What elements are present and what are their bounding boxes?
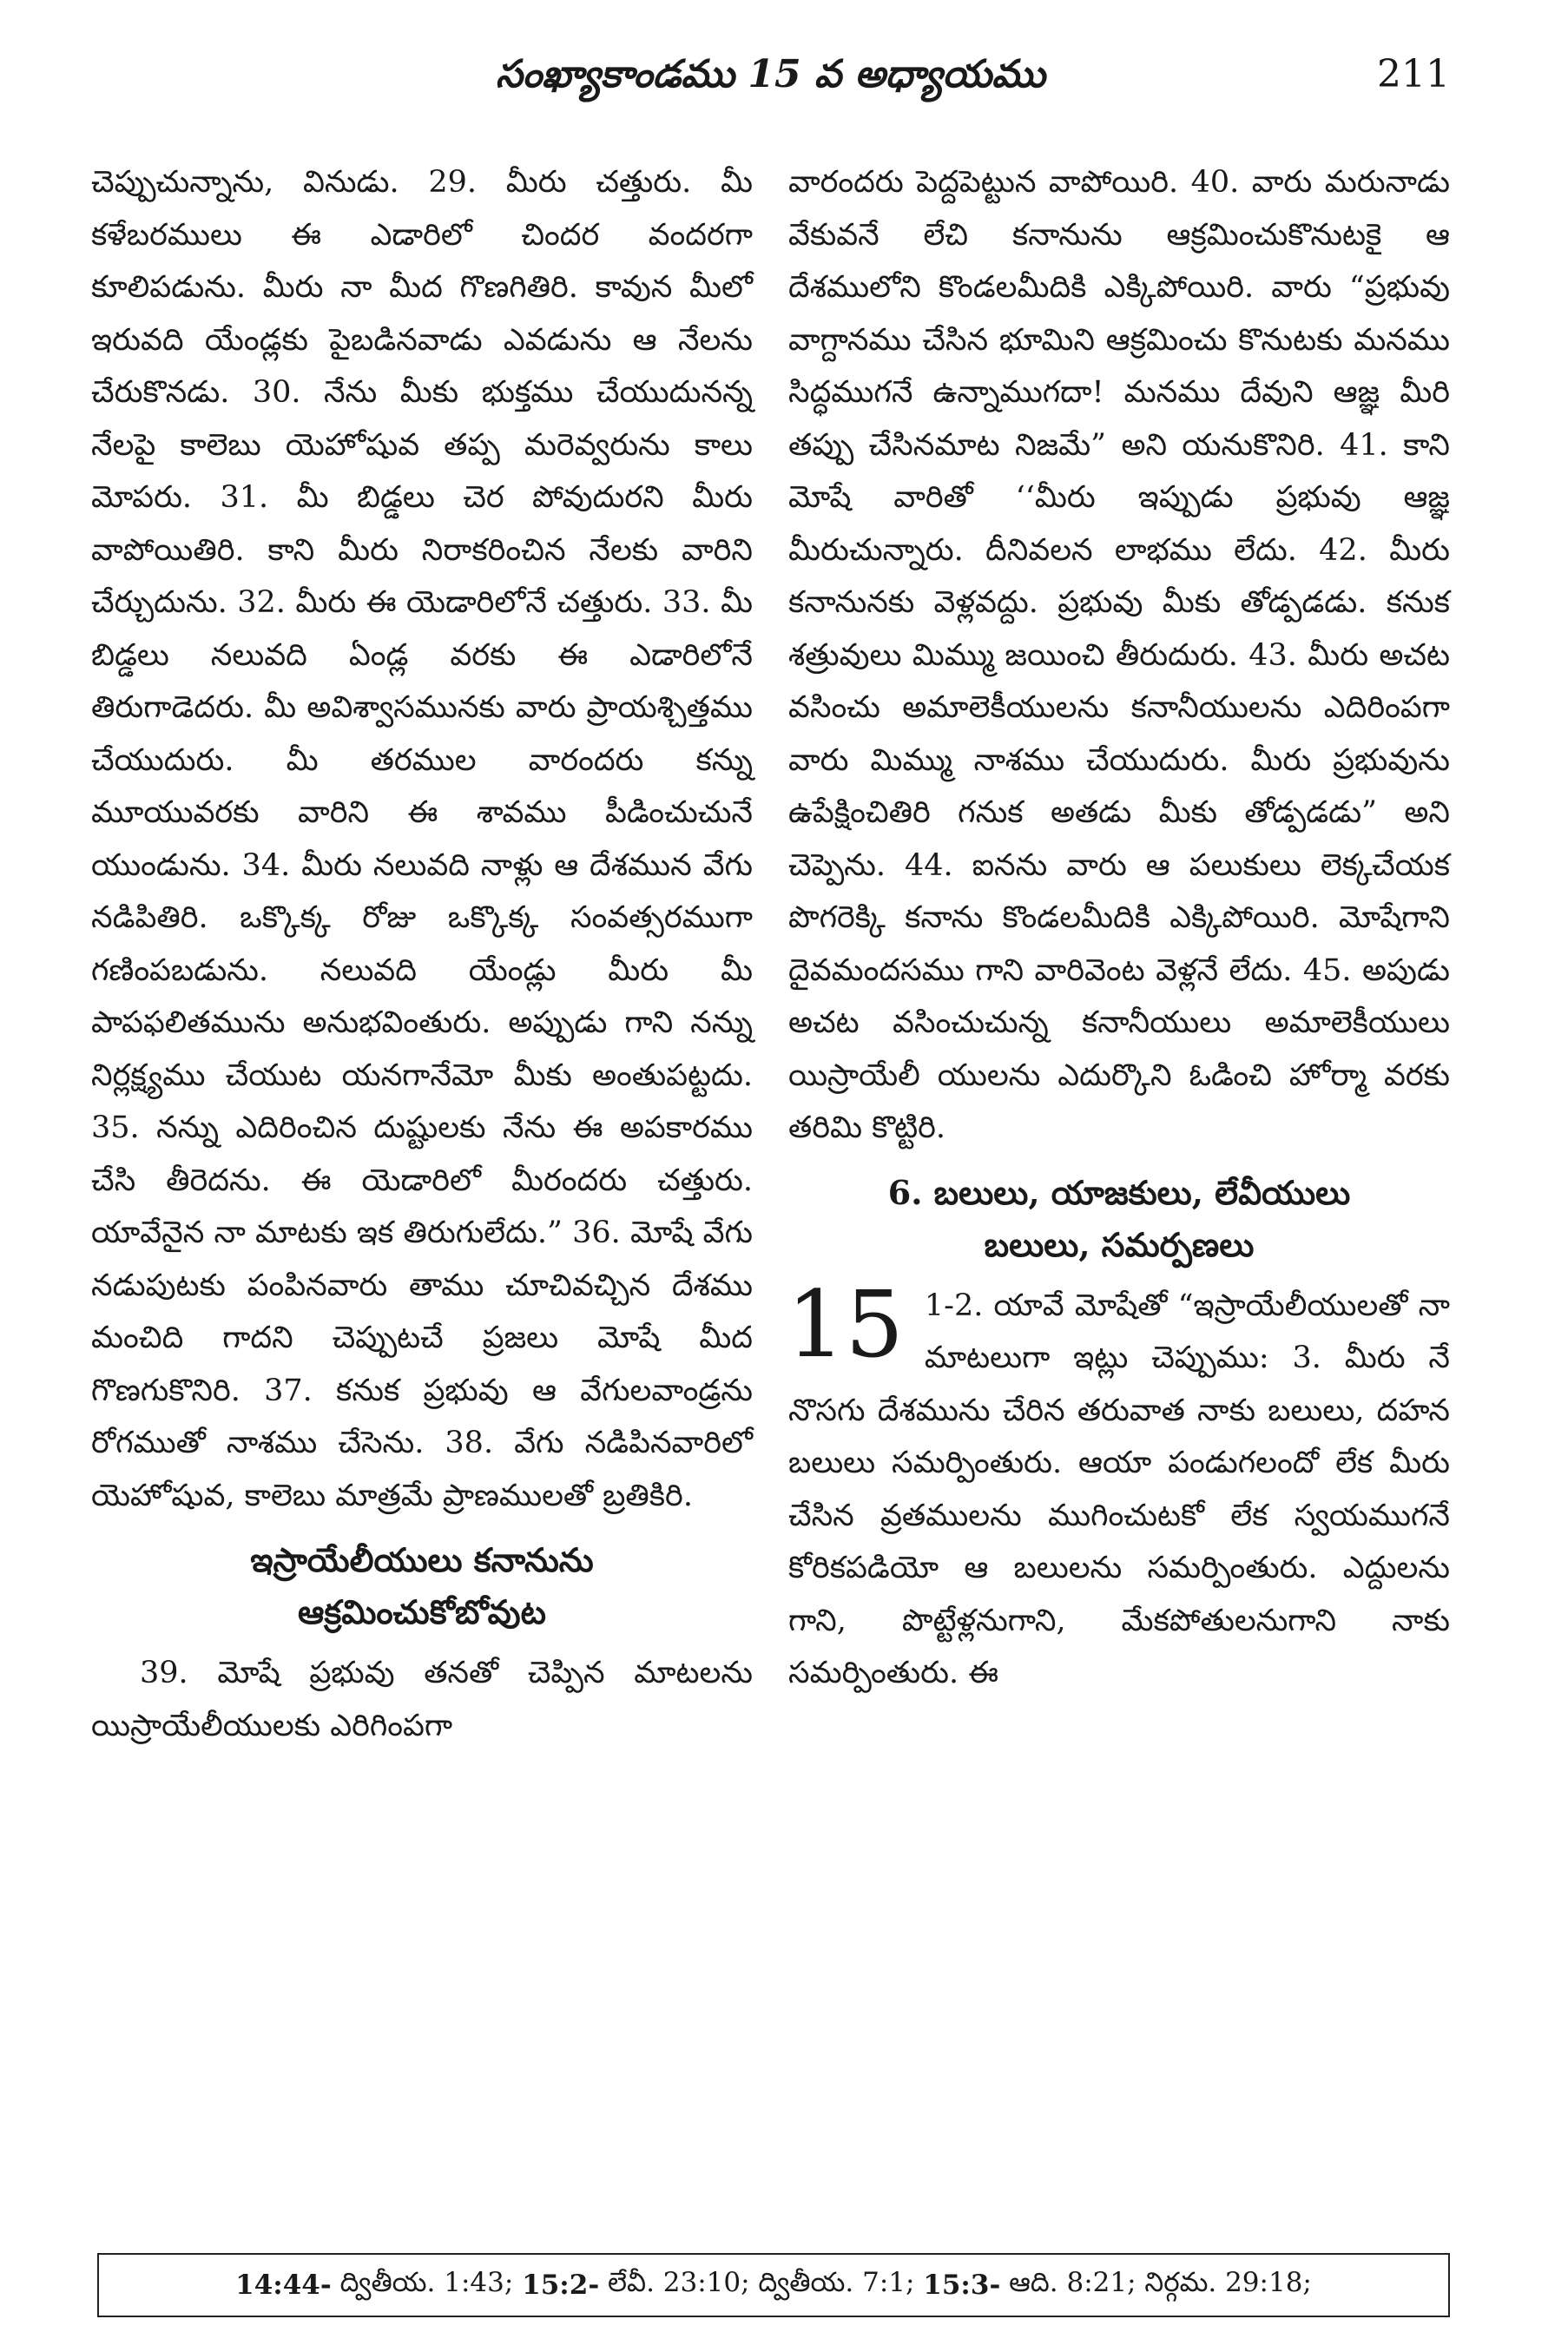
right-body-text: వారందరు పెద్దపెట్టున వాపోయిరి. 40. వారు మరునాడు వేకువనే లేచి కనానును ఆక్రమించుకొనుటకై ఆ దేశములోని కొండలమీదికి ఎక్కిపోయిరి. వారు “ప్రభువు వాగ్దానము చేసిన భూమిని ఆక్రమించు కొనుటకు మనము సిద్ధముగనే ఉన్నాముగదా! మనము దేవుని ఆజ్ఞ మీరి తప్పు చేసినమాట నిజమే” అని యనుకొనిరి. 41. కాని మోషే వారితో ‘‘మీరు ఇప్పుడు ప్రభువు ఆజ్ఞ మీరుచున్నారు. దీనివలన లాభము లేదు. 42. మీరు కనానునకు వెళ్లవద్దు. ప్రభువు మీకు తోడ్పడడు. కనుక శత్రువులు మిమ్ము జయించి తీరుదురు. 43. మీరు అచట వసించు అమాలెకీయులను కనానీయులను ఎదిరింపగా వారు మిమ్ము నాశము చేయుదురు. మీరు ప్రభువును ఉపేక్షించితిరి గనుక అతడు మీకు తోడ్పడడు” అని చెప్పెను. 44. ఐనను వారు ఆ పలుకులు లెక్కచేయక పొగరెక్కి కనాను కొండలమీదికి ఎక్కిపోయిరి. మోషేగాని దైవమందసము గాని వారివెంట వెళ్లనే లేదు. 45. అపుడు అచట వసించుచున్న కనానీయులు అమాలెకీయులు యిస్రాయేలీ యులను ఎదుర్కొని ఓడించి హోర్మా వరకు తరిమి కొట్టిరి.	[788, 165, 1450, 1145]
chapter-heading-line-1: 6. బలులు, యాజకులు, లేవీయులు	[887, 1172, 1351, 1212]
footnote-text: ఆది. 8:21; నిర్గమ. 29:18;	[1000, 2266, 1312, 2298]
footnote-text: ద్వితీయ. 1:43;	[331, 2266, 523, 2298]
chapter-heading	[788, 1167, 1450, 1271]
footnote-text: లేవీ. 23:10; ద్వితీయ. 7:1;	[599, 2266, 924, 2298]
footnote-ref: 15:3-	[923, 2270, 1001, 2301]
page-number: 211	[1377, 52, 1450, 96]
footnote-ref: 15:2-	[522, 2270, 600, 2301]
left-body-text-continued: 39. మోషే ప్రభువు తనతో చెప్పిన మాటలను యిస్రాయేలీయులకు ఎరిగింపగా	[91, 1656, 753, 1743]
chapter-start	[787, 1270, 1450, 1700]
left-body-text: చెప్పుచున్నాను, వినుడు. 29. మీరు చత్తురు. మీ కళేబరములు ఈ ఎడారిలో చిందర వందరగా కూలిపడును. మీరు నా మీద గొణగితిరి. కావున మీలో ఇరువది యేండ్లకు పైబడినవాడు ఎవడును ఆ నేలను చేరుకొనడు. 30. నేను మీకు భుక్తము చేయుదునన్న నేలపై కాలెబు యెహోషువ తప్ప మరెవ్వరును కాలు మోపరు. 31. మీ బిడ్డలు చెర పోవుదురని మీరు వాపోయితిరి. కాని మీరు నిరాకరించిన నేలకు వారిని చేర్చుదును. 32. మీరు ఈ యెడారిలోనే చత్తురు. 33. మీ బిడ్డలు నలువది ఏండ్ల వరకు ఈ ఎడారిలోనే తిరుగాడెదరు. మీ అవిశ్వాసమునకు వారు ప్రాయశ్చిత్తము చేయుదురు. మీ తరముల వారందరు కన్ను మూయువరకు వారిని ఈ శావము పీడించుచునే యుండును. 34. మీరు నలువది నాళ్లు ఆ దేశమున వేగు నడిపితిరి. ఒక్కొక్క రోజు ఒక్కొక్క సంవత్సరముగా గణింపబడును. నలువది యేండ్లు మీరు మీ పాపఫలితమును అనుభవింతురు. అప్పుడు గాని నన్ను నిర్లక్ష్యము చేయుట యనగానేమో మీకు అంతుపట్టదు. 35. నన్ను ఎదిరించిన దుష్టులకు నేను ఈ అపకారము చేసి తీరెదను. ఈ యెడారిలో మీరందరు చత్తురు. యావేనైన నా మాటకు ఇక తిరుగులేదు.” 36. మోషే వేగు నడుపుటకు పంపినవారు తాము చూచివచ్చిన దేశము మంచిది గాదని చెప్పుటచే ప్రజలు మోషే మీద గొణగుకొనిరి. 37. కనుక ప్రభువు ఆ వేగులవాండ్రను రోగముతో నాశము చేసెను. 38. వేగు నడిపినవారిలో యెహోషువ, కాలెబు మాత్రమే ప్రాణములతో బ్రతికిరి.	[91, 165, 753, 1513]
chapter-number: 15	[787, 1270, 904, 1378]
running-header	[91, 45, 1450, 115]
right-column	[788, 156, 1450, 1700]
page-title: సంఖ్యాకాండము 15 వ అధ్యాయము	[496, 52, 1045, 96]
section-heading-line-2: ఆక్రమించుకోబోవుట	[298, 1592, 546, 1631]
section-heading-line-1: ఇస్రాయేలీయులు కనానును	[250, 1540, 594, 1579]
footnote-ref: 14:44-	[235, 2270, 332, 2301]
left-column	[91, 156, 753, 1752]
chapter-heading-line-2: బలులు, సమర్పణలు	[984, 1224, 1255, 1264]
cross-reference-footnote	[97, 2253, 1450, 2317]
section-heading	[91, 1534, 753, 1638]
chapter-body-text: 1-2. యావే మోషేతో “ఇస్రాయేలీయులతో నా మాటలుగా ఇట్లు చెప్పుము: 3. మీరు నే నొసగు దేశమును చేరిన తరువాత నాకు బలులు, దహన బలులు సమర్పింతురు. ఆయా పండుగలందో లేక మీరు చేసిన వ్రతములను ముగించుటకో లేక స్వయముగనే కోరికపడియో ఆ బలులను సమర్పింతురు. ఎద్దులను గాని, పొట్టేళ్లనుగాని, మేకపోతులనుగాని నాకు సమర్పింతురు. ఈ	[788, 1288, 1450, 1690]
